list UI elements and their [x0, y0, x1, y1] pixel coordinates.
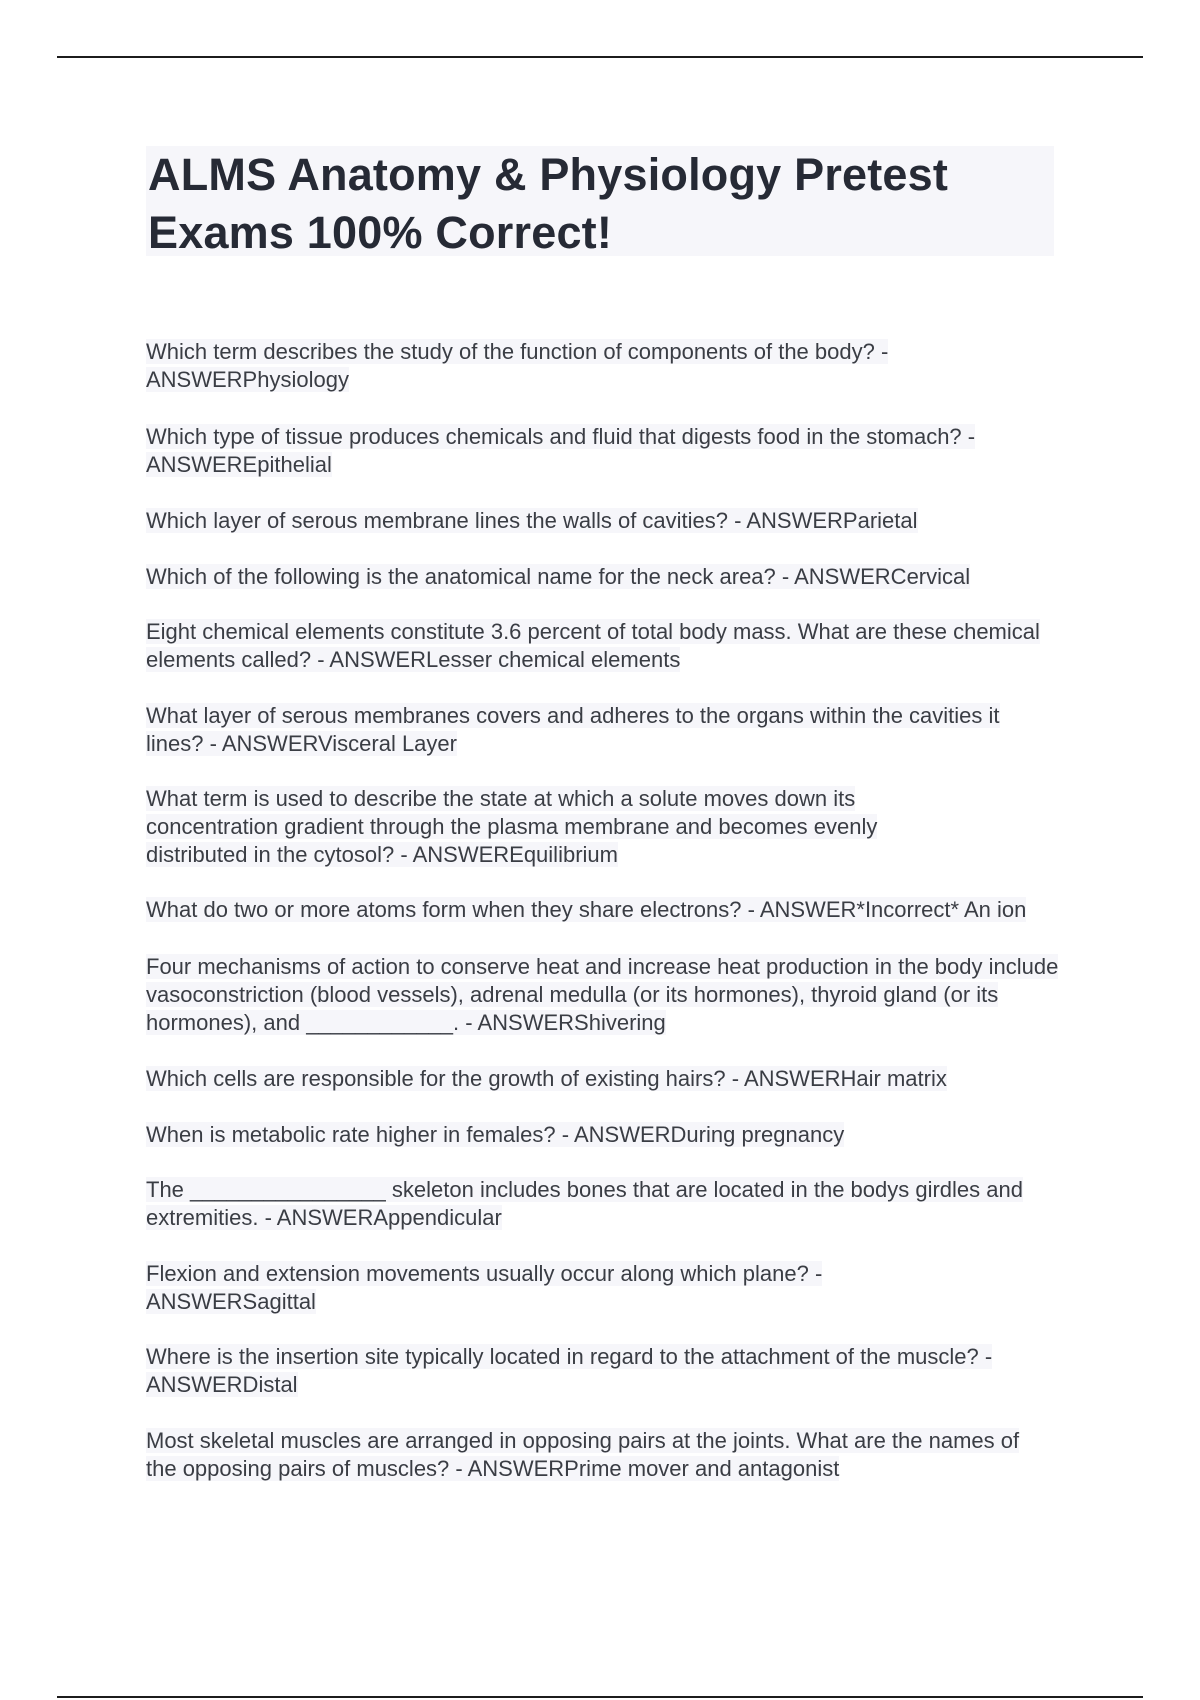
qa-text: Which layer of serous membrane lines the walls of cavities? - ANSWERParietal	[146, 508, 918, 533]
qa-item	[146, 1121, 1076, 1149]
qa-item	[146, 953, 1076, 1037]
qa-text: When is metabolic rate higher in females? - ANSWERDuring pregnancy	[146, 1122, 845, 1147]
qa-text: What term is used to describe the state at which a solute moves down its concentration gradient through the plasma membrane and becomes evenly distributed in the cytosol? - ANSWEREquilibrium	[146, 786, 878, 867]
qa-item	[146, 702, 1026, 758]
qa-item	[146, 1427, 1046, 1483]
qa-text: Which cells are responsible for the growth of existing hairs? - ANSWERHair matrix	[146, 1066, 947, 1091]
qa-item	[146, 1176, 1026, 1232]
qa-text: What layer of serous membranes covers and adheres to the organs within the cavities it lines? - ANSWERVisceral Layer	[146, 703, 1000, 756]
qa-text: Which type of tissue produces chemicals and fluid that digests food in the stomach? - ANSWEREpithelial	[146, 424, 976, 477]
qa-item	[146, 563, 1076, 591]
qa-list	[146, 338, 1076, 1483]
qa-item	[146, 1343, 1006, 1399]
qa-text: Where is the insertion site typically located in regard to the attachment of the muscle? - ANSWERDistal	[146, 1344, 993, 1397]
document-title: ALMS Anatomy & Physiology Pretest Exams 100% Correct!	[148, 149, 949, 258]
top-rule	[57, 56, 1143, 58]
qa-item	[146, 1260, 946, 1316]
qa-item	[146, 338, 1006, 394]
qa-text: Eight chemical elements constitute 3.6 percent of total body mass. What are these chemical elements called? - ANSWERLesser chemical elements	[146, 619, 1040, 672]
qa-text: Flexion and extension movements usually occur along which plane? - ANSWERSagittal	[146, 1261, 823, 1314]
qa-text: Which term describes the study of the function of components of the body? - ANSWERPhysiology	[146, 339, 889, 392]
qa-item	[146, 507, 1076, 535]
qa-item	[146, 1065, 1076, 1093]
qa-text: Most skeletal muscles are arranged in opposing pairs at the joints. What are the names of the opposing pairs of muscles? - ANSWERPrime mover and antagonist	[146, 1428, 1020, 1481]
bottom-rule	[57, 1696, 1143, 1698]
qa-text: The ________________ skeleton includes bones that are located in the bodys girdles and extremities. - ANSWERAppendicular	[146, 1177, 1023, 1230]
qa-text: What do two or more atoms form when they share electrons? - ANSWER*Incorrect* An ion	[146, 897, 1027, 922]
qa-text: Which of the following is the anatomical name for the neck area? - ANSWERCervical	[146, 564, 971, 589]
qa-item	[146, 423, 1066, 479]
qa-item	[146, 896, 1046, 924]
title-block	[146, 146, 1054, 256]
qa-item	[146, 785, 976, 869]
qa-item	[146, 618, 1071, 674]
qa-text: Four mechanisms of action to conserve heat and increase heat production in the body include vasoconstriction (blood vessels), adrenal medulla (or its hormones), thyroid gland (or its hormones), and ____________. - ANSWERShivering	[146, 954, 1059, 1035]
